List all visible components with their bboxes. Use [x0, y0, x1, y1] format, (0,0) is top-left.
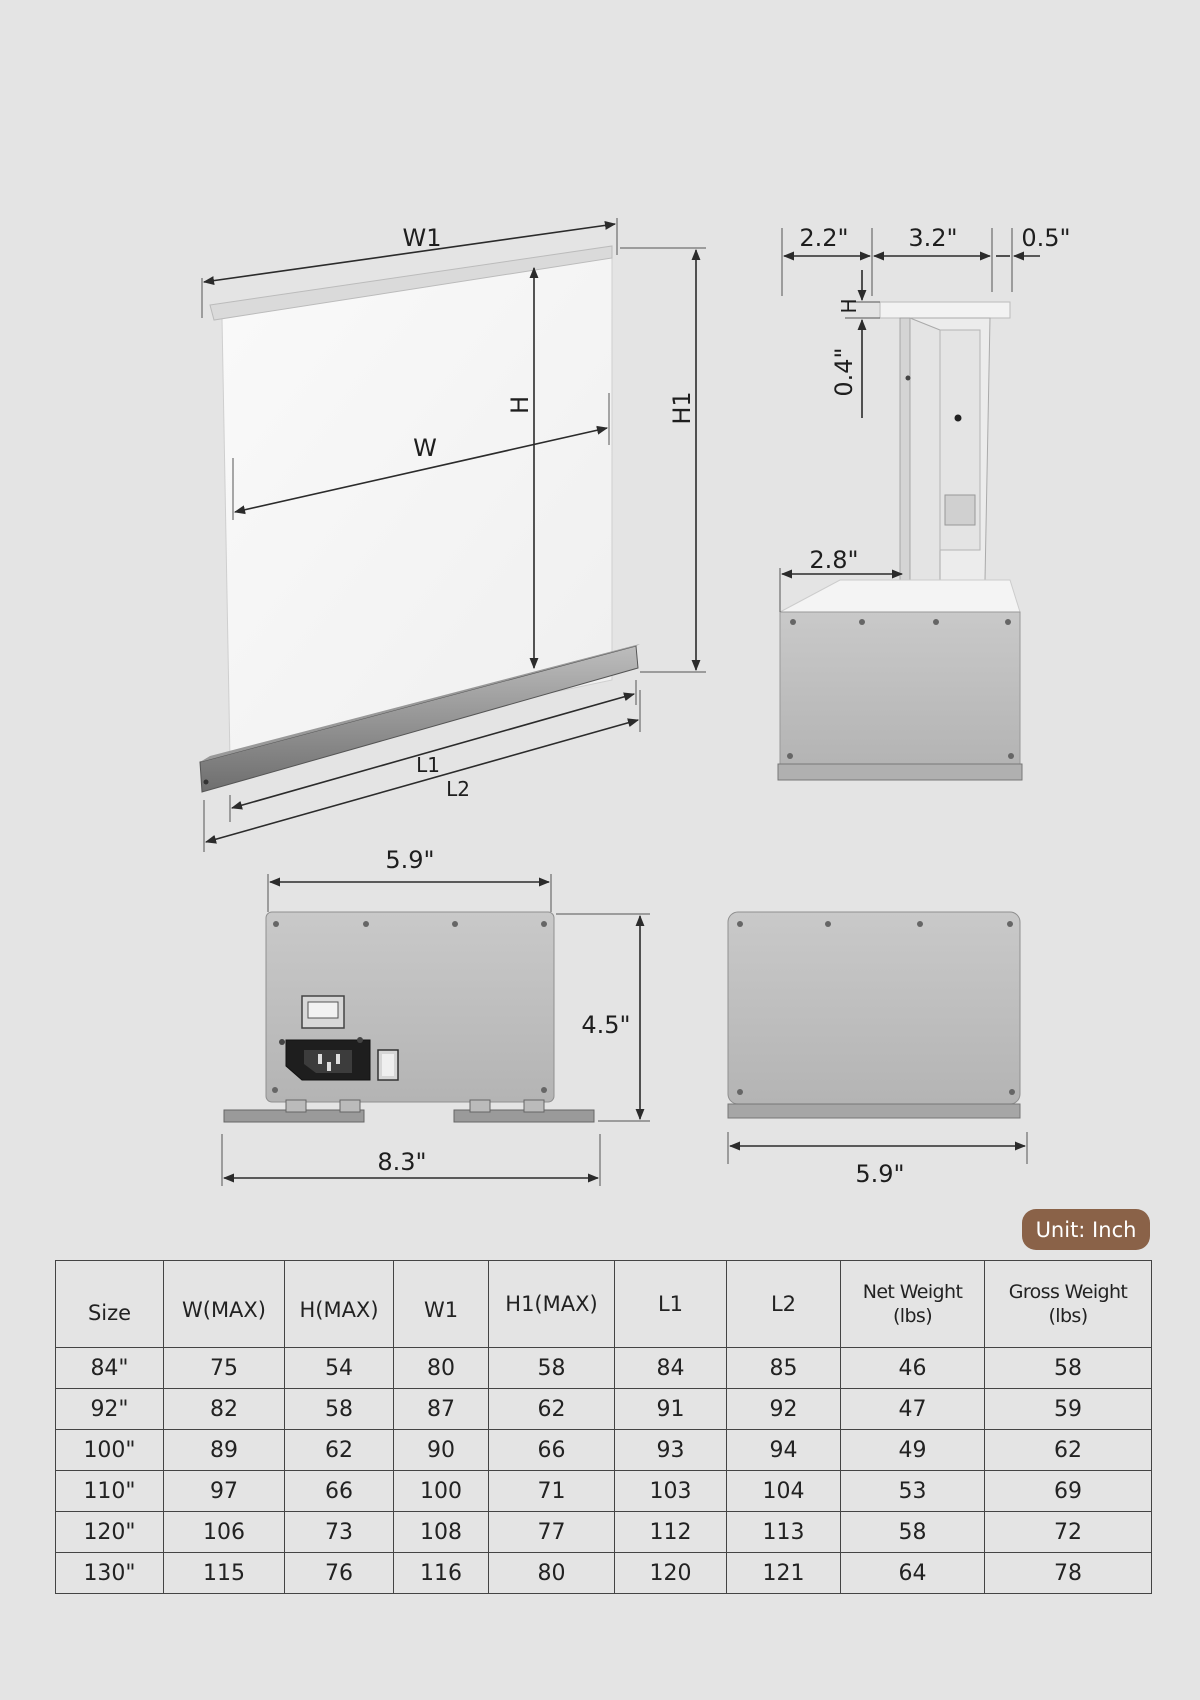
table-cell: 93	[615, 1430, 727, 1471]
table-cell: 46	[841, 1348, 985, 1389]
table-cell: 49	[841, 1430, 985, 1471]
table-cell: 106	[164, 1512, 285, 1553]
table-cell: 76	[285, 1553, 394, 1594]
table-cell: 75	[164, 1348, 285, 1389]
table-cell: 108	[394, 1512, 489, 1553]
table-cell: 112	[615, 1512, 727, 1553]
side-top-right-label: 0.5"	[1021, 224, 1071, 252]
end-view-plain	[728, 912, 1027, 1188]
table-cell: 87	[394, 1389, 489, 1430]
table-cell: 116	[394, 1553, 489, 1594]
table-cell: 92"	[56, 1389, 164, 1430]
table-cell: 103	[615, 1471, 727, 1512]
table-cell: 115	[164, 1553, 285, 1594]
table-cell: 130"	[56, 1553, 164, 1594]
h-label: H	[506, 395, 534, 415]
table-cell: 100	[394, 1471, 489, 1512]
table-cell: 104	[727, 1471, 841, 1512]
header-h-max: H(MAX)	[285, 1261, 394, 1348]
l2-label: L2	[446, 777, 470, 801]
header-net-weight: Net Weight (lbs)	[841, 1261, 985, 1348]
table-cell: 85	[727, 1348, 841, 1389]
table-cell: 62	[285, 1430, 394, 1471]
table-row	[56, 1553, 1152, 1594]
table-cell: 58	[285, 1389, 394, 1430]
table-cell: 53	[841, 1471, 985, 1512]
table-cell: 82	[164, 1389, 285, 1430]
header-gross-weight: Gross Weight (lbs)	[985, 1261, 1152, 1348]
table-cell: 84	[615, 1348, 727, 1389]
table-cell: 64	[841, 1553, 985, 1594]
table-cell: 62	[985, 1430, 1152, 1471]
switch-base-label: 8.3"	[377, 1148, 427, 1176]
table-cell: 121	[727, 1553, 841, 1594]
table-header-row	[56, 1261, 1152, 1348]
table-cell: 47	[841, 1389, 985, 1430]
side-top-mid-label: 3.2"	[908, 224, 958, 252]
table-cell: 92	[727, 1389, 841, 1430]
table-cell: 120"	[56, 1512, 164, 1553]
h1-label: H1	[668, 391, 696, 425]
header-l2: L2	[727, 1261, 841, 1348]
side-view	[778, 224, 1071, 780]
switch-width-label: 5.9"	[385, 846, 435, 874]
table-cell: 100"	[56, 1430, 164, 1471]
table-row	[56, 1348, 1152, 1389]
side-top-left-label: 2.2"	[799, 224, 849, 252]
front-view	[200, 218, 706, 852]
table-cell: 84"	[56, 1348, 164, 1389]
table-cell: 97	[164, 1471, 285, 1512]
w1-label: W1	[402, 224, 442, 252]
table-cell: 66	[489, 1430, 615, 1471]
side-box	[780, 612, 1020, 764]
table-cell: 58	[841, 1512, 985, 1553]
table-cell: 73	[285, 1512, 394, 1553]
table-row	[56, 1389, 1152, 1430]
table-cell: 90	[394, 1430, 489, 1471]
side-small-h-label: H	[837, 298, 861, 314]
plain-box	[728, 912, 1020, 1104]
header-size: Size	[56, 1261, 164, 1348]
table-cell: 80	[394, 1348, 489, 1389]
table-row	[56, 1512, 1152, 1553]
header-w1: W1	[394, 1261, 489, 1348]
table-cell: 80	[489, 1553, 615, 1594]
table-cell: 69	[985, 1471, 1152, 1512]
table-cell: 89	[164, 1430, 285, 1471]
table-cell: 113	[727, 1512, 841, 1553]
unit-badge: Unit: Inch	[1022, 1209, 1150, 1250]
table-cell: 66	[285, 1471, 394, 1512]
end-view-switch	[222, 846, 650, 1186]
table-cell: 77	[489, 1512, 615, 1553]
table-cell: 58	[985, 1348, 1152, 1389]
side-small-v-label: 0.4"	[830, 347, 858, 397]
side-offset-label: 2.8"	[809, 546, 859, 574]
table-cell: 94	[727, 1430, 841, 1471]
table-cell: 72	[985, 1512, 1152, 1553]
table-cell: 59	[985, 1389, 1152, 1430]
table-cell: 78	[985, 1553, 1152, 1594]
l1-label: L1	[416, 753, 440, 777]
plain-width-label: 5.9"	[855, 1160, 905, 1188]
header-h1-max: H1(MAX)	[489, 1261, 615, 1348]
table-row	[56, 1471, 1152, 1512]
table-cell: 120	[615, 1553, 727, 1594]
table-row	[56, 1430, 1152, 1471]
table-cell: 110"	[56, 1471, 164, 1512]
size-spec-table	[55, 1260, 1152, 1594]
table-cell: 91	[615, 1389, 727, 1430]
switch-height-label: 4.5"	[581, 1011, 631, 1039]
table-cell: 54	[285, 1348, 394, 1389]
header-l1: L1	[615, 1261, 727, 1348]
table-cell: 62	[489, 1389, 615, 1430]
table-cell: 58	[489, 1348, 615, 1389]
w-label: W	[413, 434, 437, 462]
table-cell: 71	[489, 1471, 615, 1512]
header-w-max: W(MAX)	[164, 1261, 285, 1348]
